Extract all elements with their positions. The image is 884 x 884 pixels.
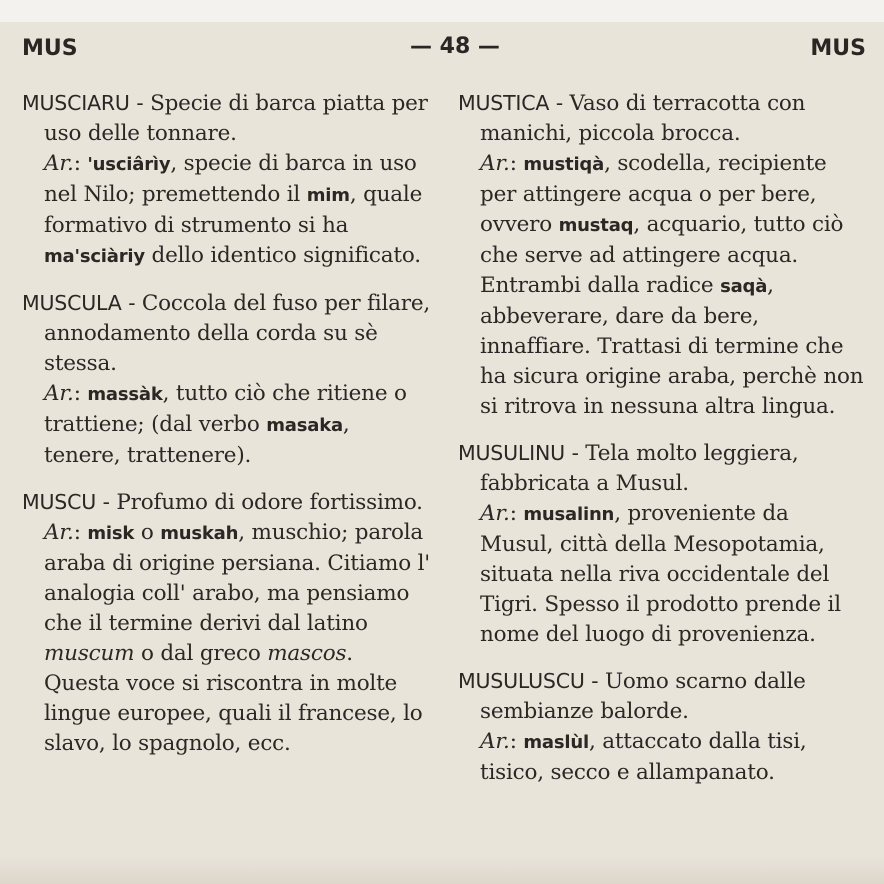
entry-musulinu bbox=[458, 438, 866, 650]
arabic-term: mim bbox=[306, 185, 350, 206]
entry-etymology: Ar.: musalinn, proveniente da Musul, città della Mesopotamia, situata nella riva occidentale del Tigri. Spesso il prodotto prende il nome del luogo di provenienza. bbox=[480, 501, 841, 647]
etymology-text: . Questa voce si riscontra in molte lingue europee, quali il francese, lo slavo, lo spagnolo, ecc. bbox=[44, 641, 423, 756]
entry-musciaru bbox=[22, 88, 432, 272]
entry-muscu bbox=[22, 487, 432, 759]
entry-musuluscu bbox=[458, 666, 866, 788]
header-right-guideword: MUS bbox=[810, 36, 866, 61]
entry-definition-text: - Specie di barca piatta per uso delle tonnare. bbox=[44, 91, 428, 146]
etymology-text: , quale formativo di strumento si ha bbox=[44, 182, 423, 238]
entry-etymology: Ar.: misk o muskah, muschio; parola araba di origine persiana. Citiamo l' analogia coll' arabo, ma pensiamo che il termine derivi dal latino muscum o dal greco mascos. Questa voce si riscontra in molte lingue europee, quali il francese, lo slavo, lo spagnolo, ecc. bbox=[44, 520, 430, 756]
etymology-text: : bbox=[509, 729, 524, 754]
left-column bbox=[22, 88, 432, 775]
entry-etymology: Ar.: 'usciârìy, specie di barca in uso nel Nilo; premettendo il mim, quale formativo di strumento si ha ma'sciàriy dello identico significato. bbox=[44, 151, 423, 268]
etymology-text: , muschio; parola araba di origine persiana. Citiamo l' analogia coll' arabo, ma pensiamo che il termine derivi dal latino bbox=[44, 520, 430, 636]
entry-definition-text: - Tela molto leggiera, fabbricata a Musul. bbox=[480, 441, 799, 496]
etymology-text: o bbox=[134, 520, 161, 545]
entry-headword: MUSCU bbox=[22, 490, 97, 514]
arabic-term: masaka bbox=[266, 415, 343, 436]
entry-etymology: Ar.: mustiqà, scodella, recipiente per attingere acqua o per bere, ovvero mustaq, acquario, tutto ciò che serve ad attingere acqua. Entrambi dalla radice saqà, abbeverare, dare da bere, innaffiare. Trattasi di termine che ha sicura origine araba, perchè non si ritrova in nessuna altra lingua. bbox=[480, 151, 864, 419]
entry-mustica bbox=[458, 88, 866, 422]
page-bottom-edge bbox=[0, 856, 884, 884]
arabic-term: musalinn bbox=[523, 504, 615, 525]
latin-greek-term: muscum bbox=[44, 641, 135, 666]
etymology-text: , scodella, recipiente per attingere acqua o per bere, ovvero bbox=[480, 151, 827, 237]
arabic-term: muskah bbox=[160, 523, 239, 544]
entry-definition bbox=[22, 487, 432, 518]
arabic-term: 'usciârìy bbox=[87, 154, 171, 175]
entry-headword: MUSULUSCU bbox=[458, 669, 585, 693]
arabic-term: maslùl bbox=[523, 732, 589, 753]
page-top-edge bbox=[0, 0, 884, 22]
arabic-term: massàk bbox=[87, 384, 163, 405]
etymology-text: : bbox=[73, 381, 88, 406]
arabic-term: mustiqà bbox=[523, 154, 605, 175]
entry-headword: MUSULINU bbox=[458, 441, 565, 465]
etymology-text: , tenere, trattenere). bbox=[44, 412, 350, 468]
entry-definition-text: - Vaso di terracotta con manichi, piccola brocca. bbox=[480, 91, 806, 146]
etymology-text: , tutto ciò che ritiene o trattiene; (dal verbo bbox=[44, 381, 407, 437]
entry-definition bbox=[458, 666, 866, 727]
entry-definition bbox=[458, 88, 866, 149]
entry-definition-text: - Coccola del fuso per filare, annodamento della corda su sè stessa. bbox=[44, 291, 431, 376]
running-header bbox=[0, 28, 884, 68]
arabic-term: misk bbox=[87, 523, 135, 544]
etymology-text: dello identico significato. bbox=[144, 243, 421, 268]
etymology-text: o dal greco bbox=[134, 641, 268, 666]
etymology-text: : bbox=[509, 501, 524, 526]
entry-definition bbox=[458, 438, 866, 499]
entry-headword: MUSCULA bbox=[22, 291, 122, 315]
right-column bbox=[458, 88, 866, 804]
arabic-term: mustaq bbox=[558, 215, 634, 236]
etymology-text: , proveniente da Musul, città della Mesopotamia, situata nella riva occidentale del Tigri. Spesso il prodotto prende il nome del luogo di provenienza. bbox=[480, 501, 841, 647]
entry-definition bbox=[22, 88, 432, 149]
etymology-text: , attaccato dalla tisi, tisico, secco e allampanato. bbox=[480, 729, 807, 785]
entry-muscula bbox=[22, 288, 432, 471]
entry-headword: MUSTICA bbox=[458, 91, 550, 115]
arabic-term: saqà bbox=[720, 276, 768, 297]
etymology-text: : bbox=[509, 151, 524, 176]
entry-definition bbox=[22, 288, 432, 379]
entry-etymology: Ar.: maslùl, attaccato dalla tisi, tisico, secco e allampanato. bbox=[480, 729, 807, 785]
arabic-term: ma'sciàriy bbox=[44, 246, 145, 267]
entry-definition-text: - Uomo scarno dalle sembianze balorde. bbox=[480, 669, 806, 724]
etymology-text: , specie di barca in uso nel Nilo; premettendo il bbox=[44, 151, 417, 207]
page-number: — 48 — bbox=[410, 34, 500, 59]
etymology-text: , acquario, tutto ciò che serve ad attingere acqua. Entrambi dalla radice bbox=[480, 212, 844, 298]
etymology-text: : bbox=[73, 151, 88, 176]
entry-headword: MUSCIARU bbox=[22, 91, 130, 115]
etymology-text: , abbeverare, dare da bere, innaffiare. Trattasi di termine che ha sicura origine araba, perchè non si ritrova in nessuna altra lingua. bbox=[480, 273, 864, 419]
header-left-guideword: MUS bbox=[22, 36, 78, 61]
latin-greek-term: mascos bbox=[267, 641, 347, 666]
etymology-text: : bbox=[73, 520, 88, 545]
entry-etymology: Ar.: massàk, tutto ciò che ritiene o trattiene; (dal verbo masaka, tenere, trattenere). bbox=[44, 381, 407, 468]
entry-definition-text: - Profumo di odore fortissimo. bbox=[102, 490, 423, 515]
